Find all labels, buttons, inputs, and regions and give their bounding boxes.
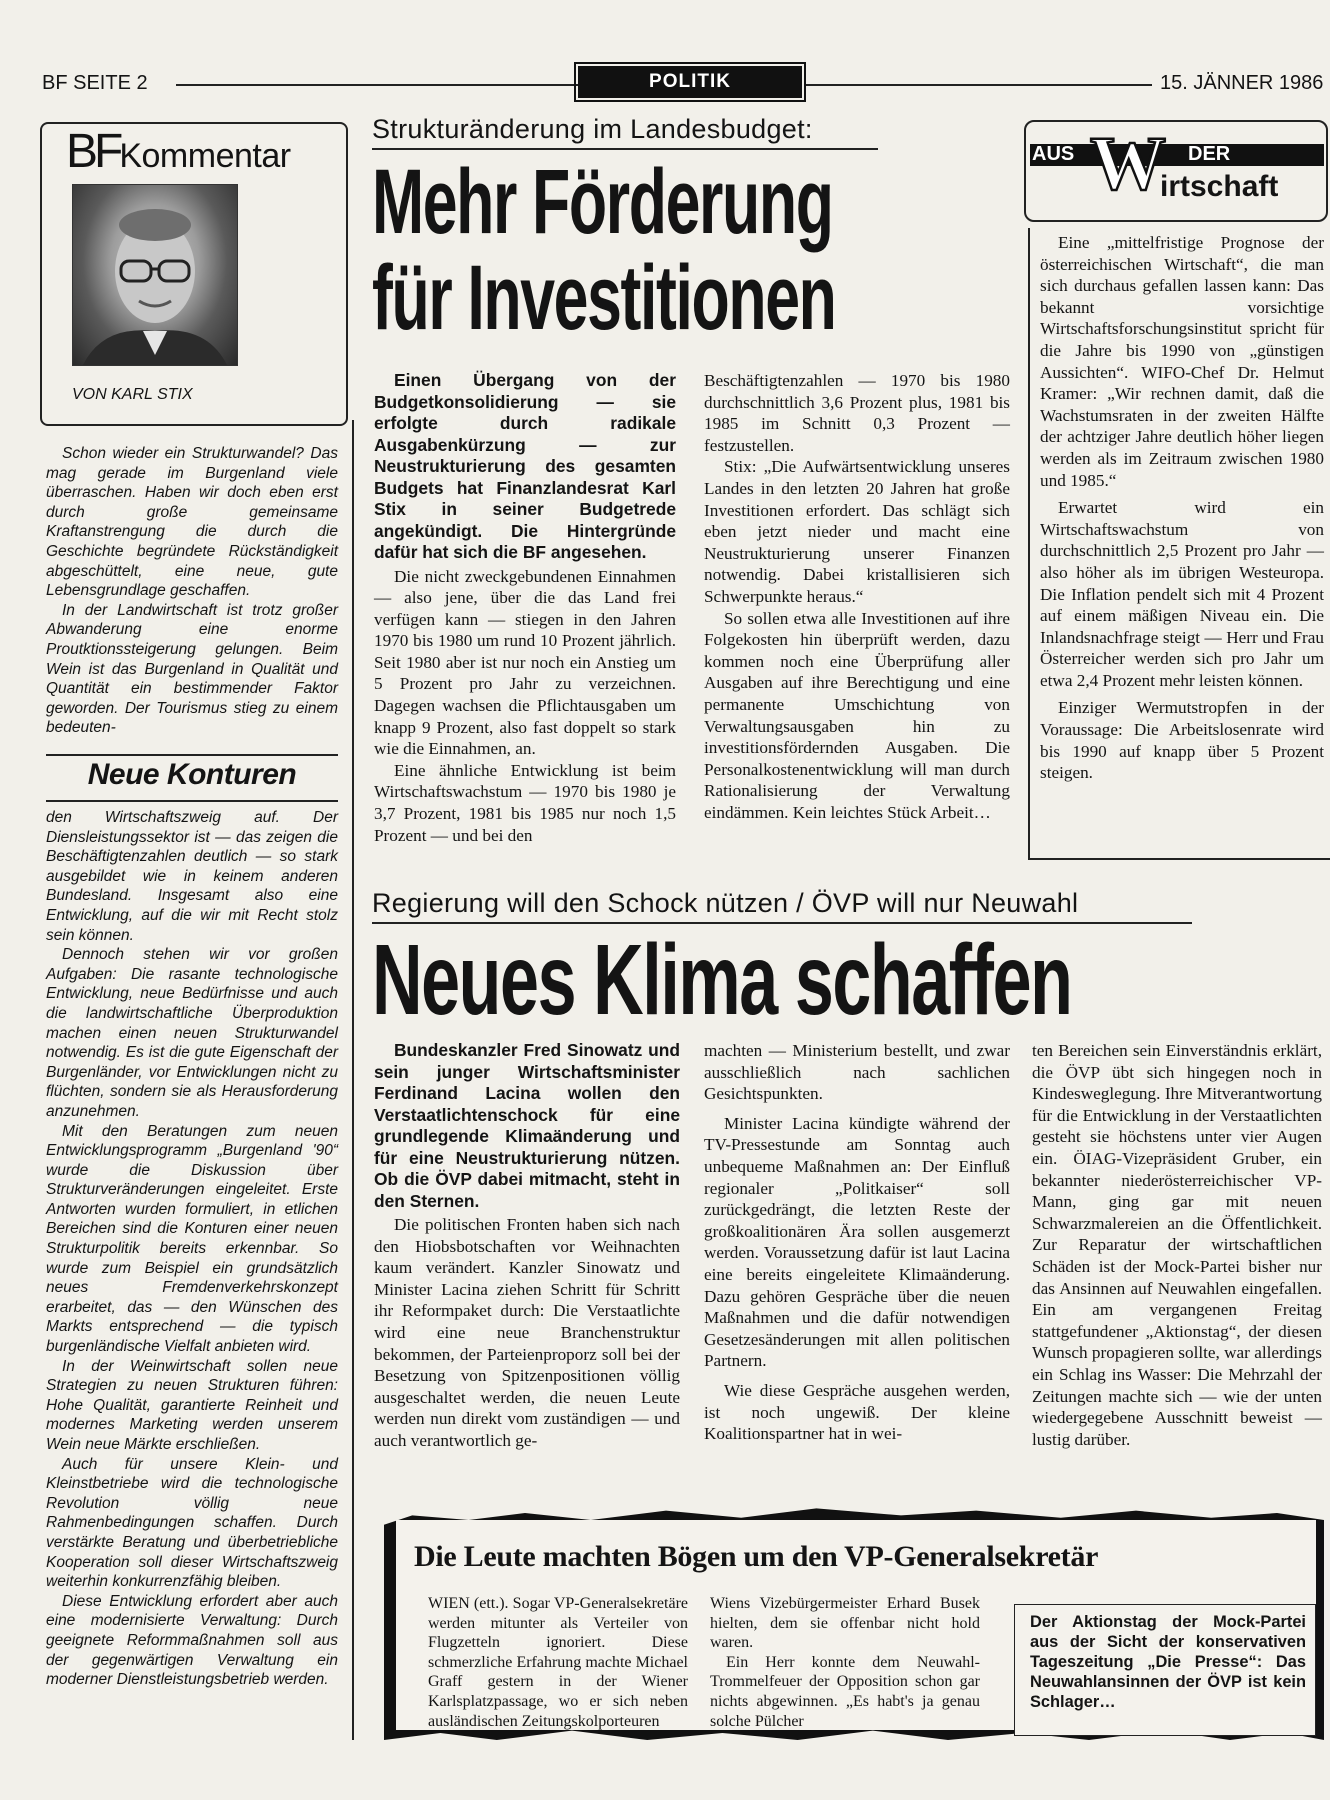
article2-paragraph: Wie diese Gespräche ausgehen werden, ist noch ungewiß. Der kleine Koalitionspartner hat in wei- xyxy=(704,1380,1010,1444)
kommentar-paragraph: Auch für unsere Klein- und Kleinstbetriebe wird die technologische Revolution völlig neue Rahmenbedingungen schaffen. Durch verstärkte Beratung und überbetriebliche Kooperation soll dieser Wirtschaftszweig weiterhin konkurrenzfähig bleiben. xyxy=(46,1455,338,1591)
wirtschaft-logo-rest: irtschaft xyxy=(1160,170,1279,203)
wirtschaft-text xyxy=(1040,232,1324,784)
article1-paragraph: So sollen etwa alle Investitionen auf ihre Folgekosten hin überprüft werden, dazu kommen noch eine Überprüfung aller Ausgaben auf ihre Berechtigung und eine permanente Umschichtung von Verwaltungsausgaben hin zu investitionsfördernden Ausgaben. Die Personalkostenentwicklung will man durch Rationalisierung der Verwaltung eindämmen. Kein leichtes Stück Arbeit… xyxy=(704,608,1010,822)
subhead-rule-bottom xyxy=(46,800,338,802)
article2-lead: Bundeskanzler Fred Sinowatz und sein junger Wirtschaftsminister Ferdinand Lacina wollen den Verstaatlichtenschock für eine grundlegende Klimaänderung und für eine Neustrukturierung nützen. Ob die ÖVP dabei mitmacht, steht in den Sternen. xyxy=(374,1040,680,1211)
kommentar-paragraph: Mit den Beratungen zum neuen Entwicklungsprogramm „Burgenland '90“ wurde die Diskussion über Strukturveränderungen eingeleitet. Erste Antworten wurden formuliert, in etlichen Bereichen sind die Konturen einer neuen Strukturpolitik bereits erkennbar. So wurde zum Beispiel ein grundsätzlich neues Fremdenverkehrskonzept erarbeitet, das — den Wünschen des Markts entsprechend — die typisch burgenländische Vielfalt anbieten wird. xyxy=(46,1122,338,1356)
clipping-paragraph: Ein Herr konnte dem Neuwahl-Trommelfeuer der Opposition schon gar nichts abgewinnen. „Es habt's ja genau solche Pülcher xyxy=(710,1653,980,1730)
article2-paragraph: machten — Ministerium bestellt, und zwar ausschließlich nach sachlichen Gesichtspunkten. xyxy=(704,1041,1010,1104)
article2-paragraph: ten Bereichen sein Einverständnis erklärt, die ÖVP übt sich hingegen noch in Kindesweglegung. Ihre Mitverantwortung für die Entwicklung in der Verstaatlichten gesteht sie höchstens unter vier Augen ein. ÖIAG-Vizepräsident Gruber, ein bekannter niederösterreichischer VP-Mann, ging gar mit neuen Schwarzmalereien an die Öffentlichkeit. Zur Reparatur der wirtschaftlichen Schäden ist der Mock-Partei bisher nur das Ansinnen auf Neuwahlen eingefallen. Ein am vergangenen Freitag stattgefundener „Aktionstag“, der diesen Wunsch propagieren sollte, war allerdings ein Schlag ins Wasser: Die Mehrzahl der Zeitungen machte sich — wie der unten wiedergegebene Ausschnitt beweist — lustig darüber. xyxy=(1032,1041,1322,1449)
article1-column-2 xyxy=(704,370,1010,823)
kommentar-paragraph: Diese Entwicklung erfordert aber auch eine modernisierte Verwaltung: Durch geeignete Reformmaßnahmen soll aus der gegenwärtigen Verwaltung ein moderner Dienstleistungsbetrieb werden. xyxy=(46,1592,338,1689)
article1-paragraph: Stix: „Die Aufwärtsentwicklung unseres Landes in den letzten 20 Jahren hat große Investitionen erfordert. Das schlägt sich eben jetzt nieder und macht eine Neustrukturierung unserer Finanzen notwendig. Dabei kristallisieren sich Schwerpunkte heraus.“ xyxy=(704,457,1010,606)
wirtschaft-paragraph: Einziger Wermutstropfen in der Voraussage: Die Arbeitslosenrate wird bis 1990 auf knapp über 5 Prozent steigen. xyxy=(1040,698,1324,783)
author-portrait-icon xyxy=(73,185,237,365)
article1-headline-line1: Mehr Förderung xyxy=(372,151,833,253)
clipping-caption: Der Aktionstag der Mock-Partei aus der Sicht der konservativen Tageszeitung „Die Presse“: Das Neuwahlansinnen der ÖVP ist kein Schlager… xyxy=(1030,1613,1306,1711)
subhead-rule-top xyxy=(46,754,338,756)
issue-date: 15. JÄNNER 1986 xyxy=(1160,72,1324,94)
article2-column-3 xyxy=(1032,1040,1322,1480)
kommentar-subhead: Neue Konturen xyxy=(87,758,297,791)
article2-kicker: Regierung will den Schock nützen / ÖVP will nur Neuwahl xyxy=(372,888,1079,918)
kommentar-text-2 xyxy=(46,808,338,1690)
header-rule-left xyxy=(176,84,580,86)
kommentar-text-1 xyxy=(46,444,338,738)
kommentar-logo xyxy=(66,124,291,179)
section-label-text: POLITIK xyxy=(649,71,731,92)
article1-kicker: Strukturänderung im Landesbudget: xyxy=(372,114,813,144)
article1-paragraph: Beschäftigtenzahlen — 1970 bis 1980 durchschnittlich 3,6 Prozent plus, 1981 bis 1985 im Schnitt 0,3 Prozent — festzustellen. xyxy=(704,371,1010,455)
wirtschaft-logo-aus: AUS xyxy=(1032,143,1075,165)
kommentar-paragraph: Schon wieder ein Strukturwandel? Das mag gerade im Burgenland viele überraschen. Haben wir doch eben erst durch große gemeinsame Kraftanstrengung die durch die Geschichte begründete Rückständigkeit abgeschüttelt, eine neue, gute Lebensgrundlage geschaffen. xyxy=(46,445,338,600)
article1-kicker-rule xyxy=(372,148,878,150)
kommentar-column-rule xyxy=(352,420,354,1740)
clipping-column-1: WIEN (ett.). Sogar VP-Generalsekretäre werden mitunter als Verteiler von Flugzetteln ignoriert. Diese schmerzliche Erfahrung machte Michael Graff gestern in der Wiener Karlsplatzpassage, wo er sich neben ausländischen Zeitungskolporteuren xyxy=(428,1595,688,1730)
wirtschaft-logo-der: DER xyxy=(1188,143,1231,165)
article1-headline-line2: für Investitionen xyxy=(372,247,836,349)
article2-column-1 xyxy=(374,1040,680,1452)
kommentar-paragraph: In der Landwirtschaft ist trotz großer Abwanderung eine enorme Proutktionssteigerung gelungen. Beim Wein ist das Burgenland in Qualität und Quantität ein bestimmender Faktor geworden. Der Tourismus stieg zu einem bedeuten- xyxy=(46,601,338,737)
article1-lead: Einen Übergang von der Budgetkonsolidierung — sie erfolgte durch radikale Ausgabenkürzung — zur Neustrukturierung des gesamten Budgets hat Finanzlandesrat Karl Stix in seiner Budgetrede angekündigt. Die Hintergründe dafür hat sich die BF angesehen. xyxy=(374,370,676,562)
article1-column-1 xyxy=(374,370,676,846)
kommentar-paragraph: den Wirtschaftszweig auf. Der Diensleistungssektor ist — das zeigen die Beschäftigtenzahlen deutlich — so stark ausgebildet wie in keinem anderen Bundesland. Insgesamt also eine Entwicklung, auf die wir mit Recht stolz sein können. xyxy=(46,809,338,944)
article1-paragraph: Die nicht zweckgebundenen Einnahmen — also jene, über die das Land frei verfügen kann — stiegen in den Jahren 1970 bis 1980 um rund 10 Prozent jährlich. Seit 1980 aber ist nur noch ein Anstieg um 5 Prozent pro Jahr zu verzeichnen. Dagegen wachsen die Pflichtausgaben um knapp 9 Prozent, also fast doppelt so stark wie die Einnahmen, an. xyxy=(374,566,676,759)
wirtschaft-logo-w: W xyxy=(1090,122,1166,206)
header-rule-right xyxy=(806,84,1152,86)
clipping-headline: Die Leute machten Bögen um den VP-Generalsekretär xyxy=(414,1540,1099,1573)
kommentar-logo-bf: BF xyxy=(66,125,120,178)
article2-paragraph: Die politischen Fronten haben sich nach den Hiobsbotschaften vor Weihnachten kaum verändert. Kanzler Sinowatz und Minister Lacina ziehen Schritt für Schritt ihr Reformpaket durch: Die Verstaatlichte wird eine neue Branchenstruktur bekommen, der Parteienproporz soll bei der Besetzung von Spitzenpositionen völlig ausgeschaltet werden, die neuen Leute werden nun direkt vom zuständigen — und auch verantwortlich ge- xyxy=(374,1215,680,1450)
author-photo xyxy=(72,184,238,366)
author-byline: VON KARL STIX xyxy=(72,386,193,403)
wirtschaft-paragraph: Erwartet wird ein Wirtschaftswachstum von durchschnittlich 2,5 Prozent pro Jahr — also höher als im übrigen Westeuropa. Die Inflation pendelt sich mit 4 Prozent auf einem mäßigen Niveau ein. Die Inlandsnachfrage steigt — Herr und Frau Österreicher werden sich pro Jahr um etwa 2,4 Prozent mehr leisten können. xyxy=(1040,498,1324,690)
page-number: BF SEITE 2 xyxy=(42,72,148,94)
clipping-paragraph: Wiens Vizebürgermeister Erhard Busek hielten, dem sie offenbar nicht hold waren. xyxy=(710,1595,980,1652)
section-label xyxy=(578,66,802,98)
kommentar-paragraph: In der Weinwirtschaft sollen neue Strategien zu neuen Strukturen führen: Hohe Qualität, garantierte Reinheit und modernes Marketing werden unserem Wein neue Märkte erschließen. xyxy=(46,1357,338,1453)
wirtschaft-paragraph: Eine „mittelfristige Prognose der österreichischen Wirtschaft“, die man sich durchaus gefallen lassen kann: Das bekannt vorsichtige Wirtschaftsforschungsinstitut spricht für die Jahre bis 1990 von „günstigen Aussichten“. WIFO-Chef Dr. Helmut Kramer: „Wir rechnen damit, daß die Wachstumsraten in der zweiten Hälfte der achtziger Jahre deutlich höher liegen werden als im Zeitraum zwischen 1980 und 1985.“ xyxy=(1040,233,1324,490)
clipping-column-2 xyxy=(710,1594,980,1730)
article2-column-2 xyxy=(704,1040,1010,1445)
kommentar-paragraph: Dennoch stehen wir vor großen Aufgaben: Die rasante technologische Entwicklung, neue Bedürfnisse und auch die landwirtschaftliche Überproduktion machen einen neuen Strukturwandel notwendig. Es ist die gute Eigenschaft der Burgenländer, vor Entwicklungen nicht zu flüchten, sondern sie als Herausforderung anzunehmen. xyxy=(46,946,338,1120)
kommentar-logo-word: Kommentar xyxy=(119,137,291,175)
article2-paragraph: Minister Lacina kündigte während der TV-Pressestunde am Sonntag auch unbequeme Maßnahmen an: Der Einfluß regionaler „Politkaiser“ soll zurückgedrängt, die letzten Reste der großkoalitionären Ära sollen ausgemerzt werden. Voraussetzung dafür ist laut Lacina eine bereits eingeleitete Klimaänderung. Dazu gehören Gespräche über die neuen Maßnahmen und die dafür notwendigen Gesetzesänderungen mit allen politischen Partnern. xyxy=(704,1113,1010,1371)
article1-paragraph: Eine ähnliche Entwicklung ist beim Wirtschaftswachstum — 1970 bis 1980 je 3,7 Prozent, 1981 bis 1985 nur noch 1,5 Prozent — und bei den xyxy=(374,760,676,845)
article2-headline: Neues Klima schaffen xyxy=(372,924,1072,1036)
